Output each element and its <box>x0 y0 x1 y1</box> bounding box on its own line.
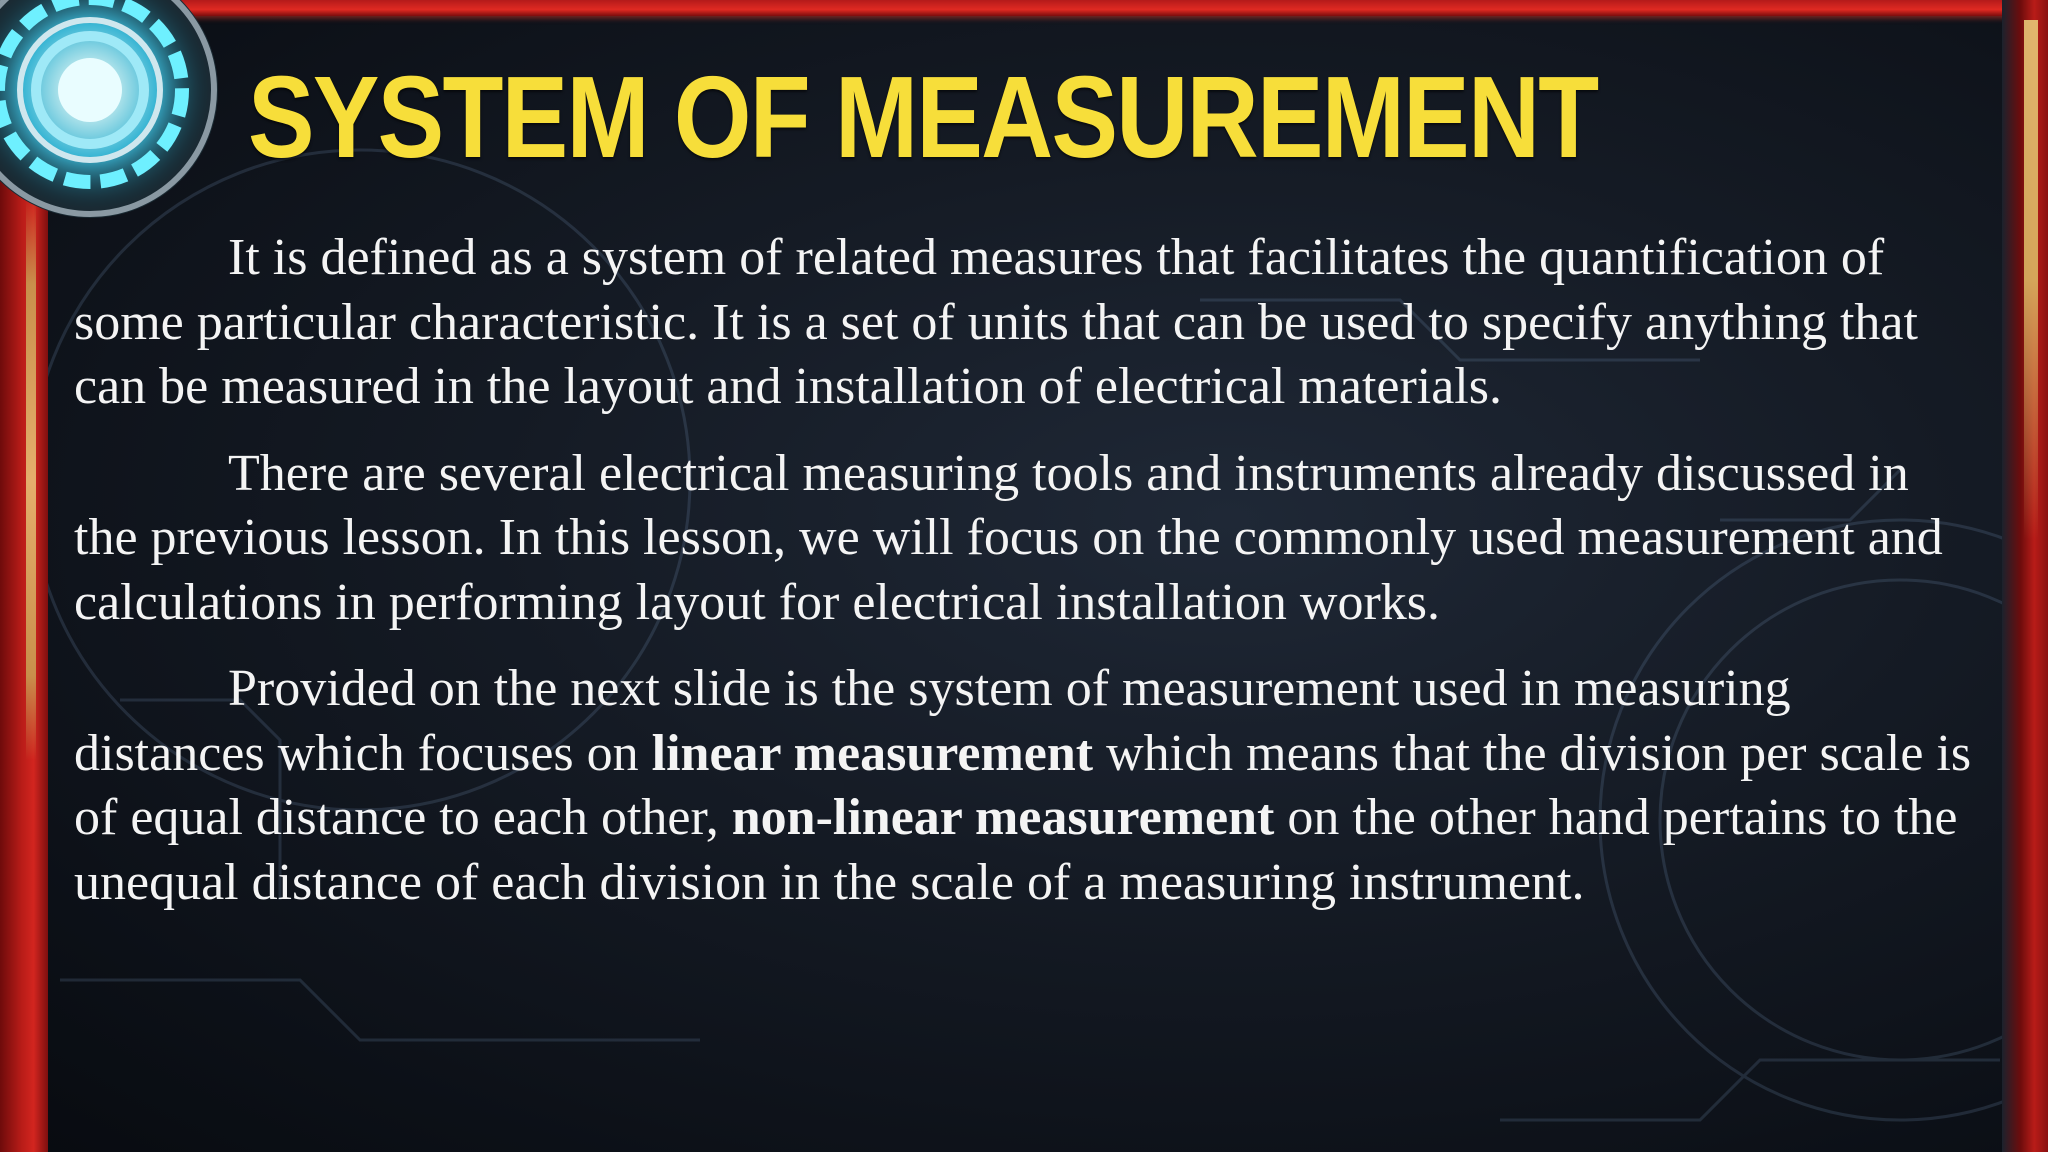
slide-title: SYSTEM OF MEASUREMENT <box>248 52 1598 182</box>
paragraph-definition: It is defined as a system of related measures that facilitates the quantification of some particular characteristic. It is a set of units that can be used to specify anything that can be measured in the layout and installation of electrical materials. <box>74 229 1918 415</box>
slide-body <box>74 226 1974 937</box>
paragraph-linear-measurement <box>74 657 1974 915</box>
arc-reactor-icon <box>0 0 220 220</box>
paragraph-text-part: on the other hand pertains to the unequal distance of each division in the scale of a measuring instrument. <box>74 789 1958 911</box>
paragraph-text-part: Provided on the next slide is the system of measurement used in measuring distances which focuses on <box>74 660 1791 782</box>
term-non-linear-measurement: non-linear measurement <box>731 789 1275 846</box>
paragraph-tools: There are several electrical measuring tools and instruments already discussed in the previous lesson. In this lesson, we will focus on the commonly used measurement and calculations in performing layout for electrical installation works. <box>74 444 1943 631</box>
frame-right-gold-strip <box>2024 20 2038 540</box>
frame-left-gold-strip <box>26 200 36 760</box>
frame-top-bar <box>0 0 2010 16</box>
term-linear-measurement: linear measurement <box>651 724 1094 782</box>
paragraph-text-part: which means that the division per scale is of equal distance to each other, <box>74 724 1972 846</box>
